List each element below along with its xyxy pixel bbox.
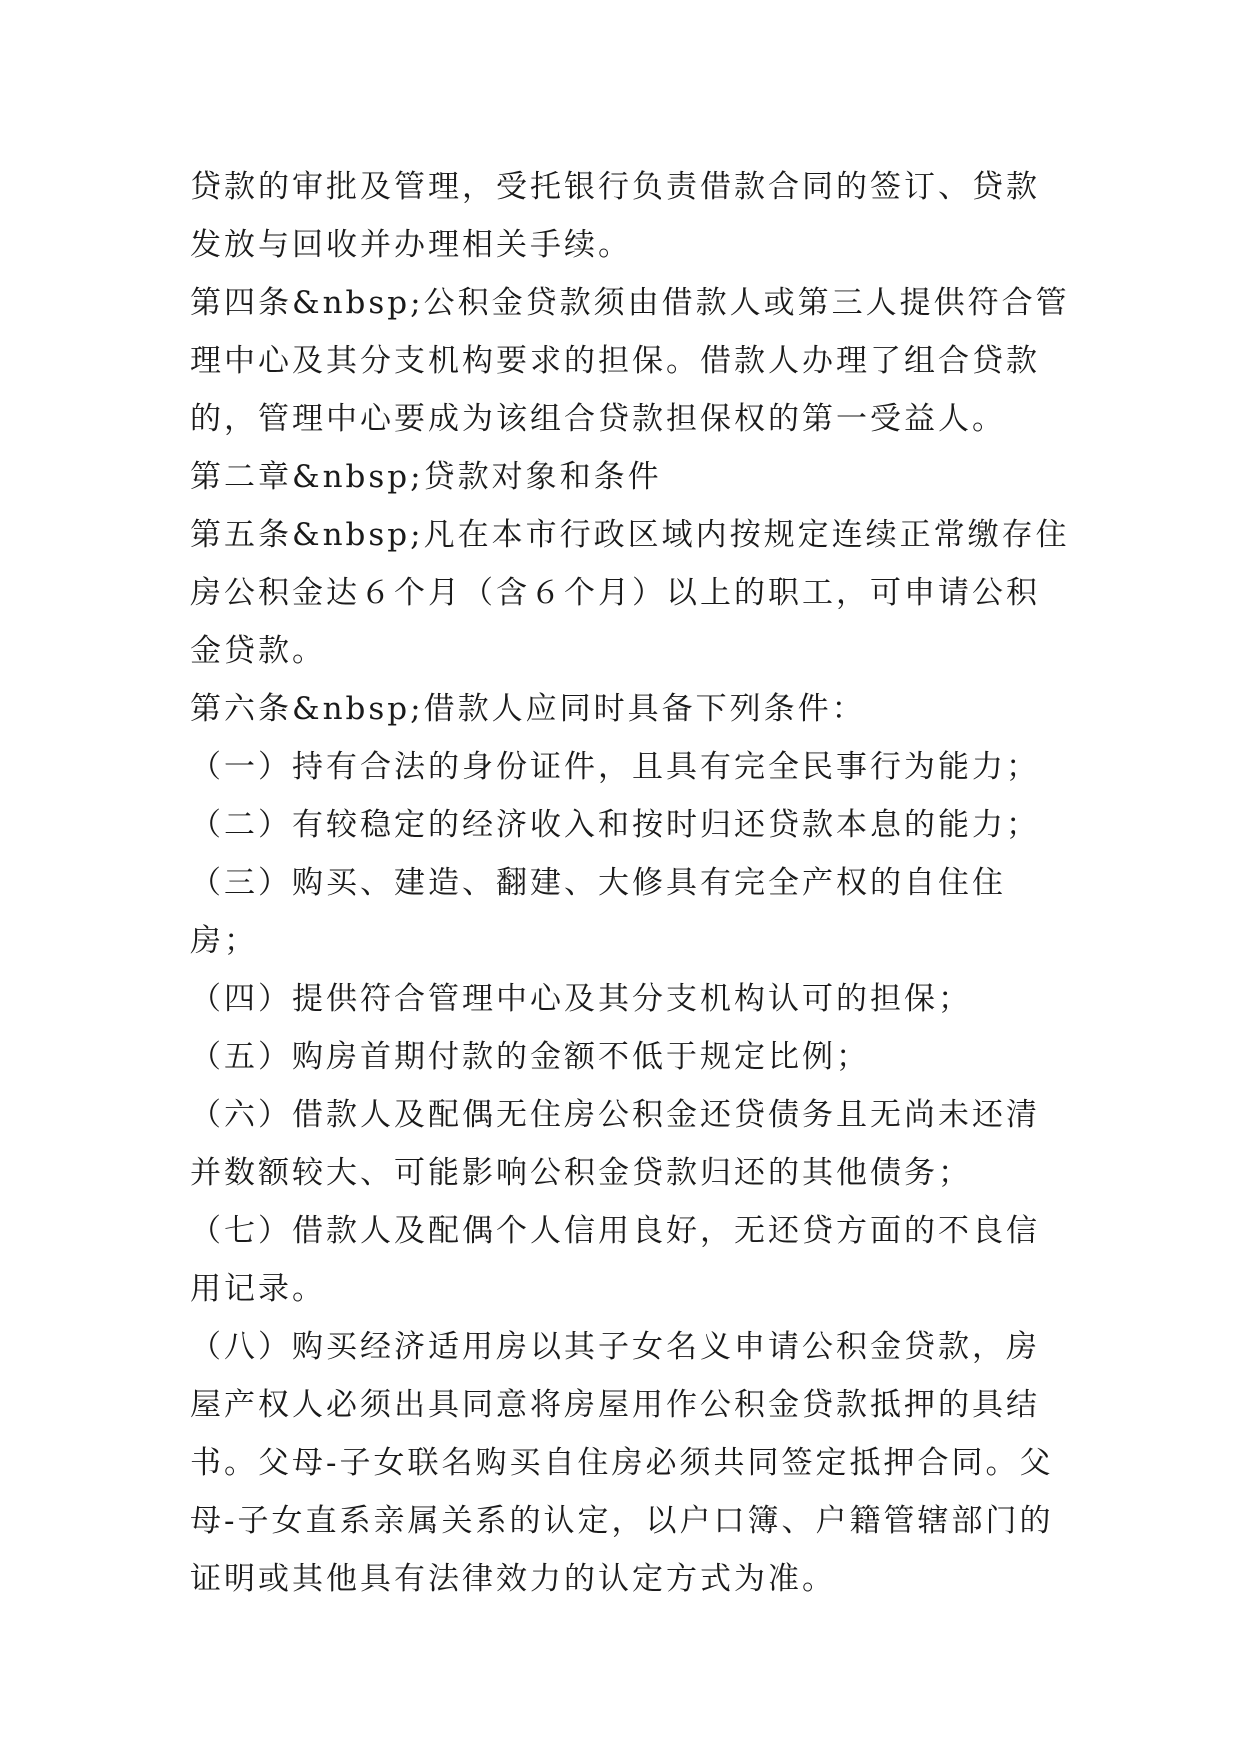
- condition-item-4: （四）提供符合管理中心及其分支机构认可的担保；: [190, 981, 972, 1017]
- condition-item-3: （三）购买、建造、翻建、大修具有完全产权的自住住房；: [190, 865, 1006, 959]
- condition-item-7: （七）借款人及配偶个人信用良好，无还贷方面的不良信用记录。: [190, 1213, 1040, 1307]
- condition-item-8: （八）购买经济适用房以其子女名义申请公积金贷款，房屋产权人必须出具同意将房屋用作公积金贷款抵押的具结书。父母-子女联名购买自住房必须共同签定抵押合同。父母-子女直系亲属关系的认定，以户口簿、户籍管辖部门的证明或其他具有法律效力的认定方式为准。: [190, 1329, 1054, 1597]
- paragraph-article-4: 第四条&nbsp;公积金贷款须由借款人或第三人提供符合管理中心及其分支机构要求的担保。借款人办理了组合贷款的，管理中心要成为该组合贷款担保权的第一受益人。: [190, 285, 1070, 437]
- condition-item-6: （六）借款人及配偶无住房公积金还贷债务且无尚未还清并数额较大、可能影响公积金贷款归还的其他债务；: [190, 1097, 1040, 1191]
- paragraph-loan-approval: 贷款的审批及管理，受托银行负责借款合同的签订、贷款发放与回收并办理相关手续。: [190, 169, 1040, 263]
- condition-item-5: （五）购房首期付款的金额不低于规定比例；: [190, 1039, 870, 1075]
- chapter-2-heading: 第二章&nbsp;贷款对象和条件: [190, 459, 662, 495]
- condition-item-1: （一）持有合法的身份证件，且具有完全民事行为能力；: [190, 749, 1040, 785]
- paragraph-article-6: 第六条&nbsp;借款人应同时具备下列条件：: [190, 691, 866, 727]
- condition-item-2: （二）有较稳定的经济收入和按时归还贷款本息的能力；: [190, 807, 1040, 843]
- paragraph-article-5: 第五条&nbsp;凡在本市行政区域内按规定连续正常缴存住房公积金达６个月（含６个月）以上的职工，可申请公积金贷款。: [190, 517, 1070, 669]
- document-body: [190, 158, 1070, 1608]
